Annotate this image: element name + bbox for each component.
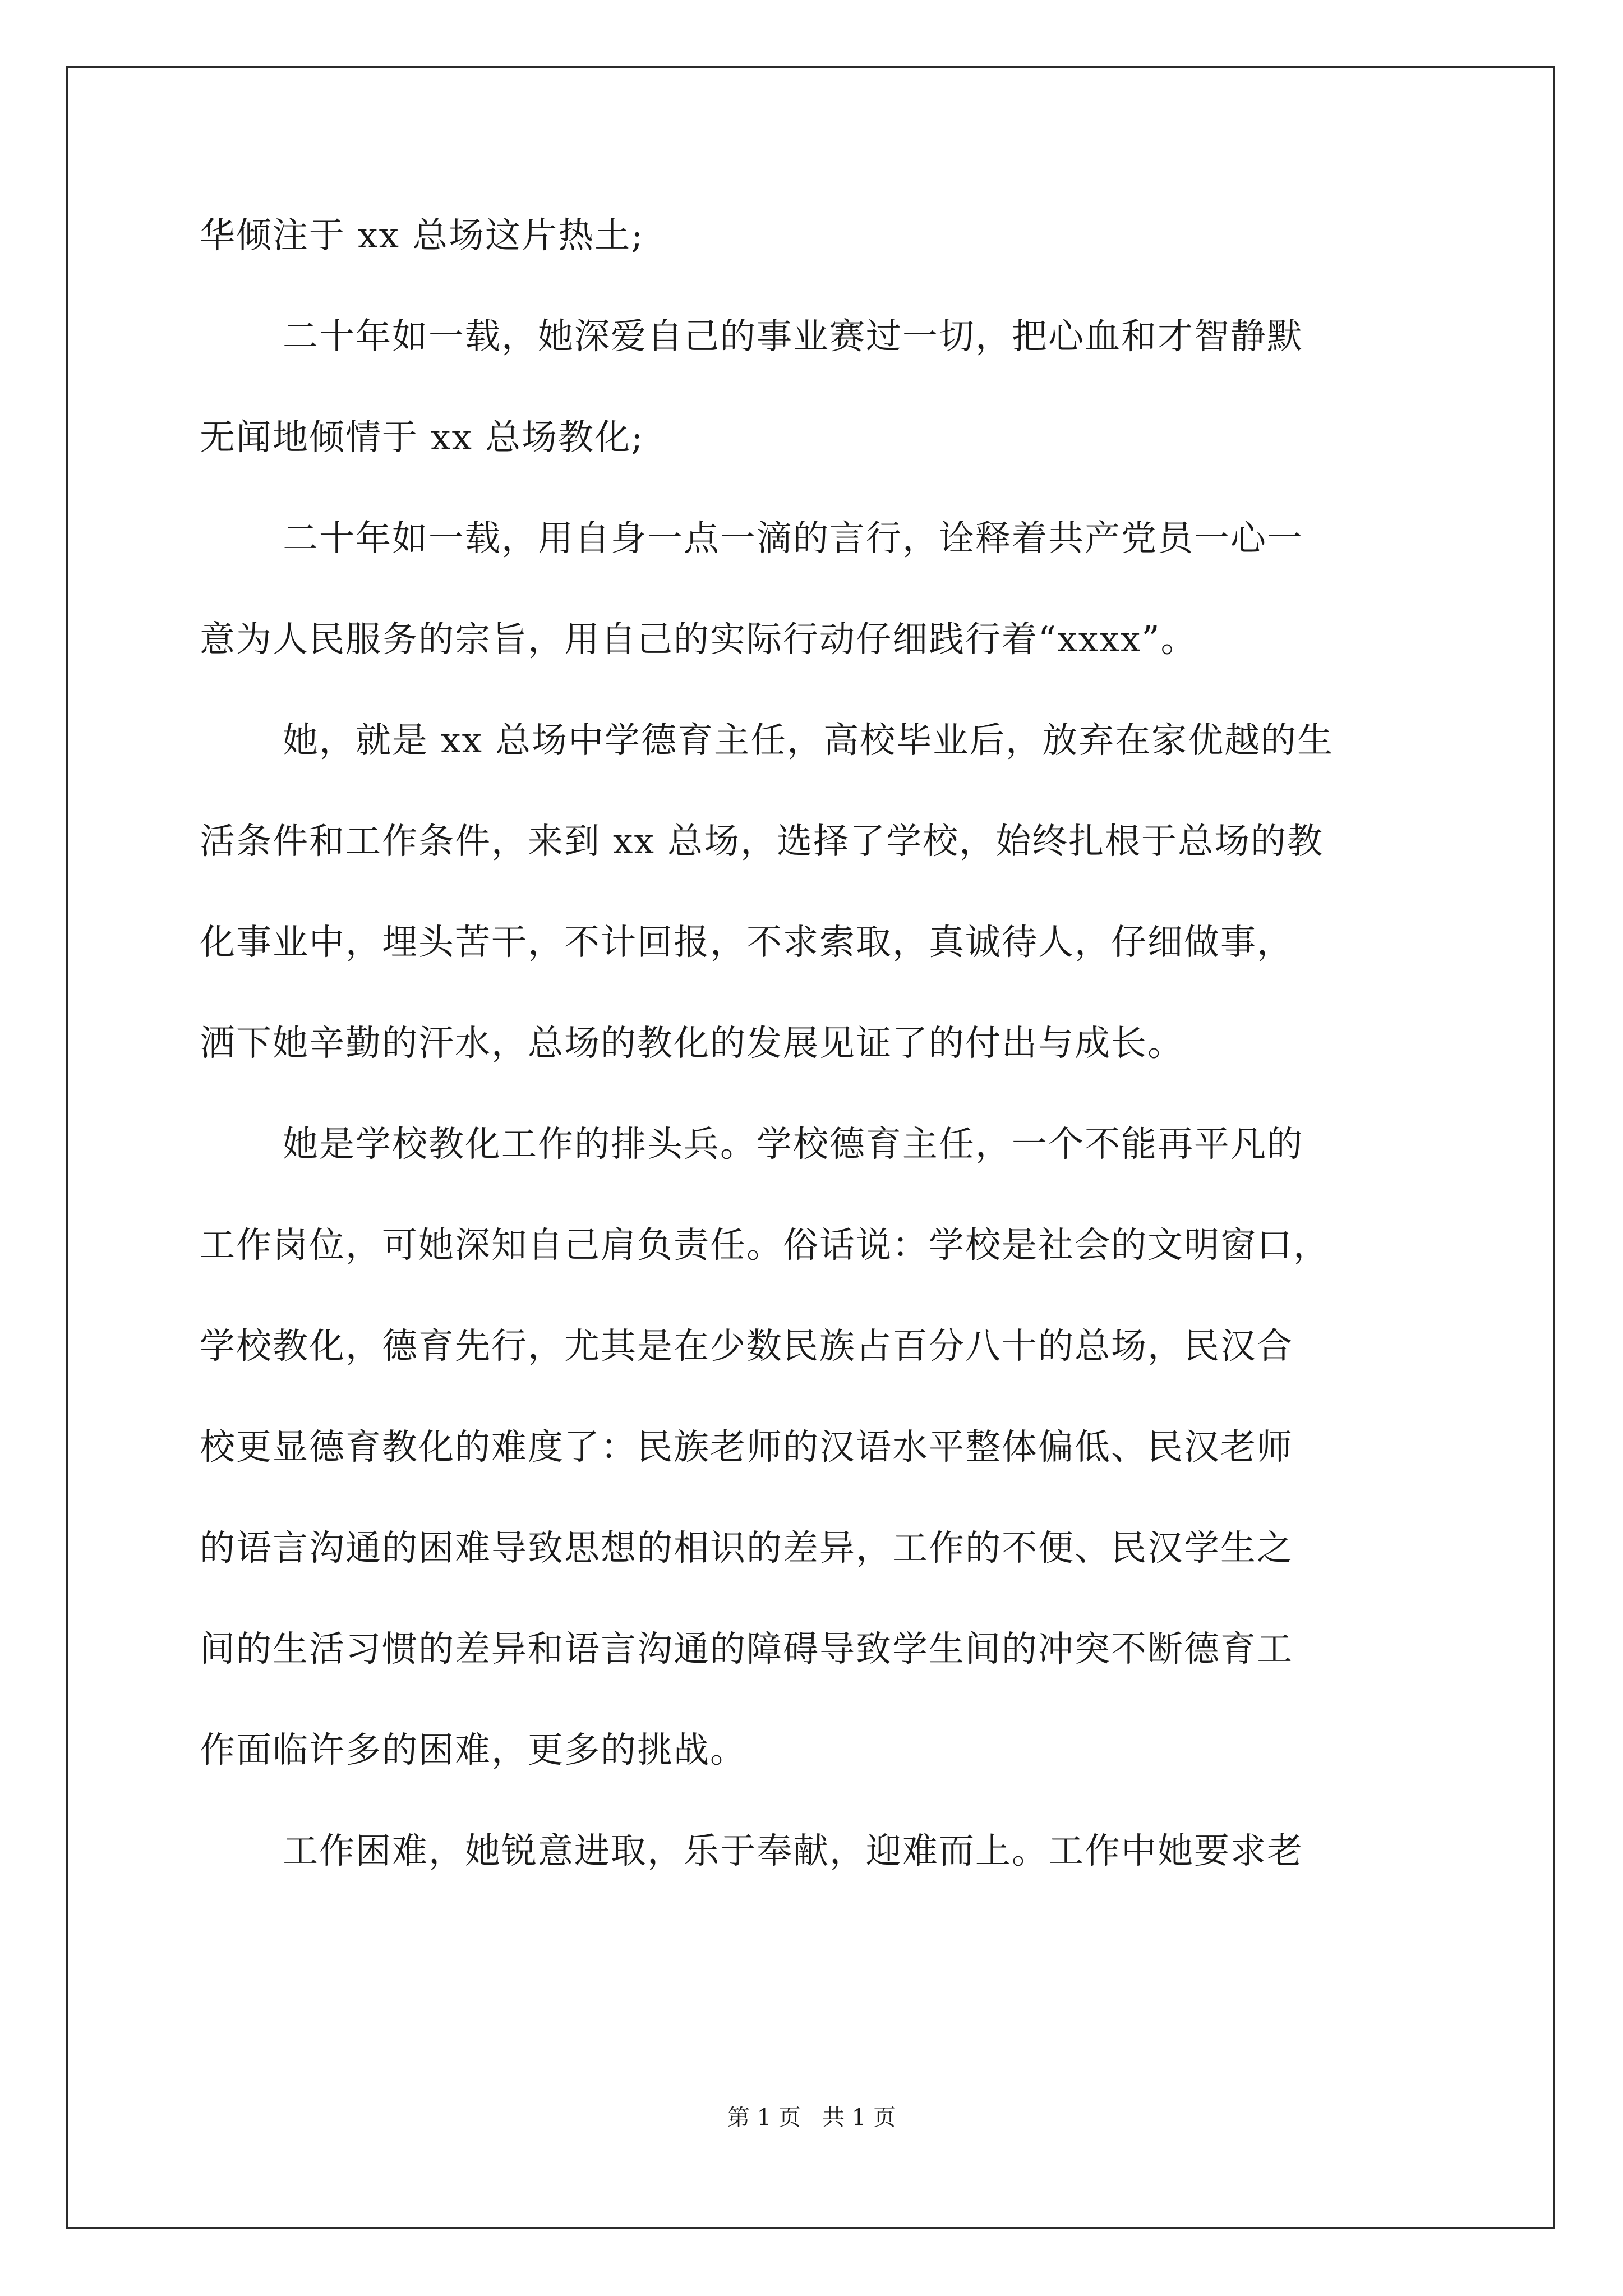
body-line: 意为人民服务的宗旨，用自己的实际行动仔细践行着“xxxx”。: [200, 619, 1197, 660]
body-line: 间的生活习惯的差异和语言沟通的障碍导致学生间的冲突不断德育工: [200, 1628, 1293, 1669]
body-line: 华倾注于 xx 总场这片热土;: [200, 215, 644, 256]
body-line: 活条件和工作条件，来到 xx 总场，选择了学校，始终扎根于总场的教: [200, 821, 1324, 862]
body-line: 无闻地倾情于 xx 总场教化;: [200, 417, 644, 458]
page-number-footer: 第 1 页 共 1 页: [727, 2105, 896, 2131]
body-line: 学校教化，德育先行，尤其是在少数民族占百分八十的总场，民汉合: [200, 1326, 1293, 1366]
body-line: 校更显德育教化的难度了：民族老师的汉语水平整体偏低、民汉老师: [200, 1427, 1293, 1467]
body-line: 工作困难，她锐意进取，乐于奉献，迎难而上。工作中她要求老: [283, 1830, 1303, 1871]
body-line: 洒下她辛勤的汗水，总场的教化的发展见证了的付出与成长。: [200, 1023, 1184, 1064]
body-line: 她，就是 xx 总场中学德育主任，高校毕业后，放弃在家优越的生: [283, 720, 1334, 761]
body-line: 的语言沟通的困难导致思想的相识的差异，工作的不便、民汉学生之: [200, 1527, 1293, 1568]
body-line: 化事业中，埋头苦干，不计回报，不求索取，真诚待人，仔细做事，: [200, 922, 1293, 963]
body-line: 二十年如一载，用自身一点一滴的言行，诠释着共产党员一心一: [283, 518, 1303, 559]
body-line: 工作岗位，可她深知自己肩负责任。俗话说：学校是社会的文明窗口，: [200, 1225, 1330, 1266]
body-line: 作面临许多的困难，更多的挑战。: [200, 1729, 746, 1770]
body-line: 她是学校教化工作的排头兵。学校德育主任，一个不能再平凡的: [283, 1124, 1303, 1165]
body-line: 二十年如一载，她深爱自己的事业赛过一切，把心血和才智静默: [283, 316, 1303, 357]
